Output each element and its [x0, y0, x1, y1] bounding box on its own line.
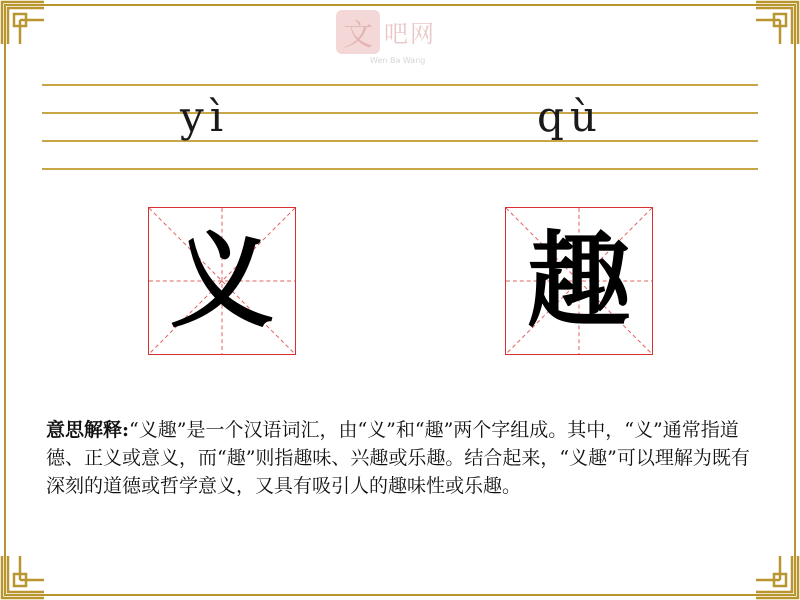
pinyin-ruled-lines [42, 84, 758, 172]
character-first: 义 [169, 219, 274, 342]
watermark-subtitle: Wen Ba Wang [370, 56, 426, 65]
character-second: 趣 [526, 219, 631, 342]
corner-ornament-icon [754, 0, 800, 46]
pinyin-line [42, 112, 758, 114]
pinyin-line [42, 168, 758, 170]
pinyin-second: qù [537, 92, 603, 141]
watermark-name: 吧网 [384, 20, 436, 48]
pinyin-line [42, 140, 758, 142]
corner-ornament-icon [0, 554, 46, 600]
pinyin-line [42, 84, 758, 86]
definition-text: “义趣”是一个汉语词汇，由“义”和“趣”两个字组成。其中，“义”通常指道德、正义或意义，而“趣”则指趣味、兴趣或乐趣。结合起来，“义趣”可以理解为既有深刻的道德或哲学意义，又具有吸引人的趣味性或乐趣。 [46, 419, 750, 497]
watermark [336, 10, 466, 66]
character-grid-second [505, 207, 653, 355]
corner-ornament-icon [0, 0, 46, 46]
character-grid-first [148, 207, 296, 355]
definition-paragraph [46, 416, 752, 500]
watermark-logo: 文 [336, 10, 380, 54]
pinyin-first: yì [180, 92, 230, 141]
definition-label: 意思解释: [46, 419, 130, 441]
corner-ornament-icon [754, 554, 800, 600]
